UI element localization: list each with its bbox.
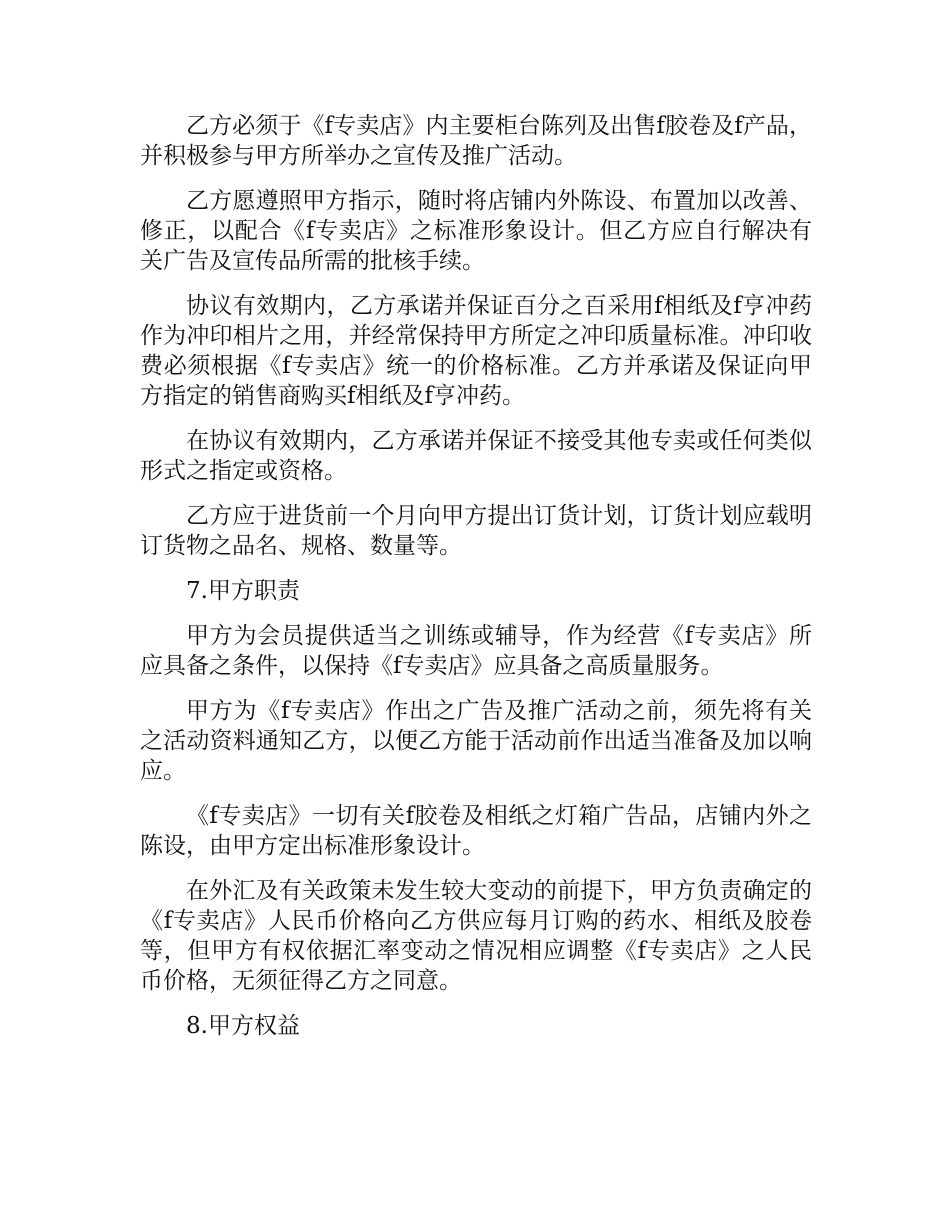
paragraph-pricing: 在外汇及有关政策未发生较大变动的前提下，甲方负责确定的《f专卖店》人民币价格向乙方供应每月订购的药水、相纸及胶卷等，但甲方有权依据汇率变动之情况相应调整《f专卖店》之人民币价格，无须征得乙方之同意。	[140, 878, 812, 994]
paragraph-training: 甲方为会员提供适当之训练或辅导，作为经营《f专卖店》所应具备之条件，以保持《f专卖店》应具备之高质量服务。	[140, 623, 812, 679]
paragraph-counter-display: 乙方必须于《f专卖店》内主要柜台陈列及出售f胶卷及f产品，并积极参与甲方所举办之宣传及推广活动。	[140, 113, 812, 169]
paragraph-advertising-notice: 甲方为《f专卖店》作出之广告及推广活动之前，须先将有关之活动资料通知乙方，以便乙方能于活动前作出适当准备及加以响应。	[140, 698, 812, 784]
section-heading-8: 8.甲方权益	[186, 1013, 300, 1039]
document-page	[140, 111, 812, 1056]
section-heading-7: 7.甲方职责	[186, 578, 300, 604]
paragraph-printing-materials: 协议有效期内，乙方承诺并保证百分之百采用f相纸及f亨冲药作为冲印相片之用，并经常保持甲方所定之冲印质量标准。冲印收费必须根据《f专卖店》统一的价格标准。乙方并承诺及保证向甲方指定的销售商购买f相纸及f亨冲药。	[140, 293, 812, 409]
paragraph-order-plan: 乙方应于进货前一个月向甲方提出订货计划，订货计划应载明订货物之品名、规格、数量等。	[140, 503, 812, 559]
paragraph-lightbox-design: 《f专卖店》一切有关f胶卷及相纸之灯箱广告品，店铺内外之陈设，由甲方定出标准形象设计。	[140, 803, 812, 859]
paragraph-exclusivity: 在协议有效期内，乙方承诺并保证不接受其他专卖或任何类似形式之指定或资格。	[140, 428, 812, 484]
paragraph-store-decoration: 乙方愿遵照甲方指示，随时将店铺内外陈设、布置加以改善、修正，以配合《f专卖店》之标准形象设计。但乙方应自行解决有关广告及宣传品所需的批核手续。	[140, 188, 812, 274]
